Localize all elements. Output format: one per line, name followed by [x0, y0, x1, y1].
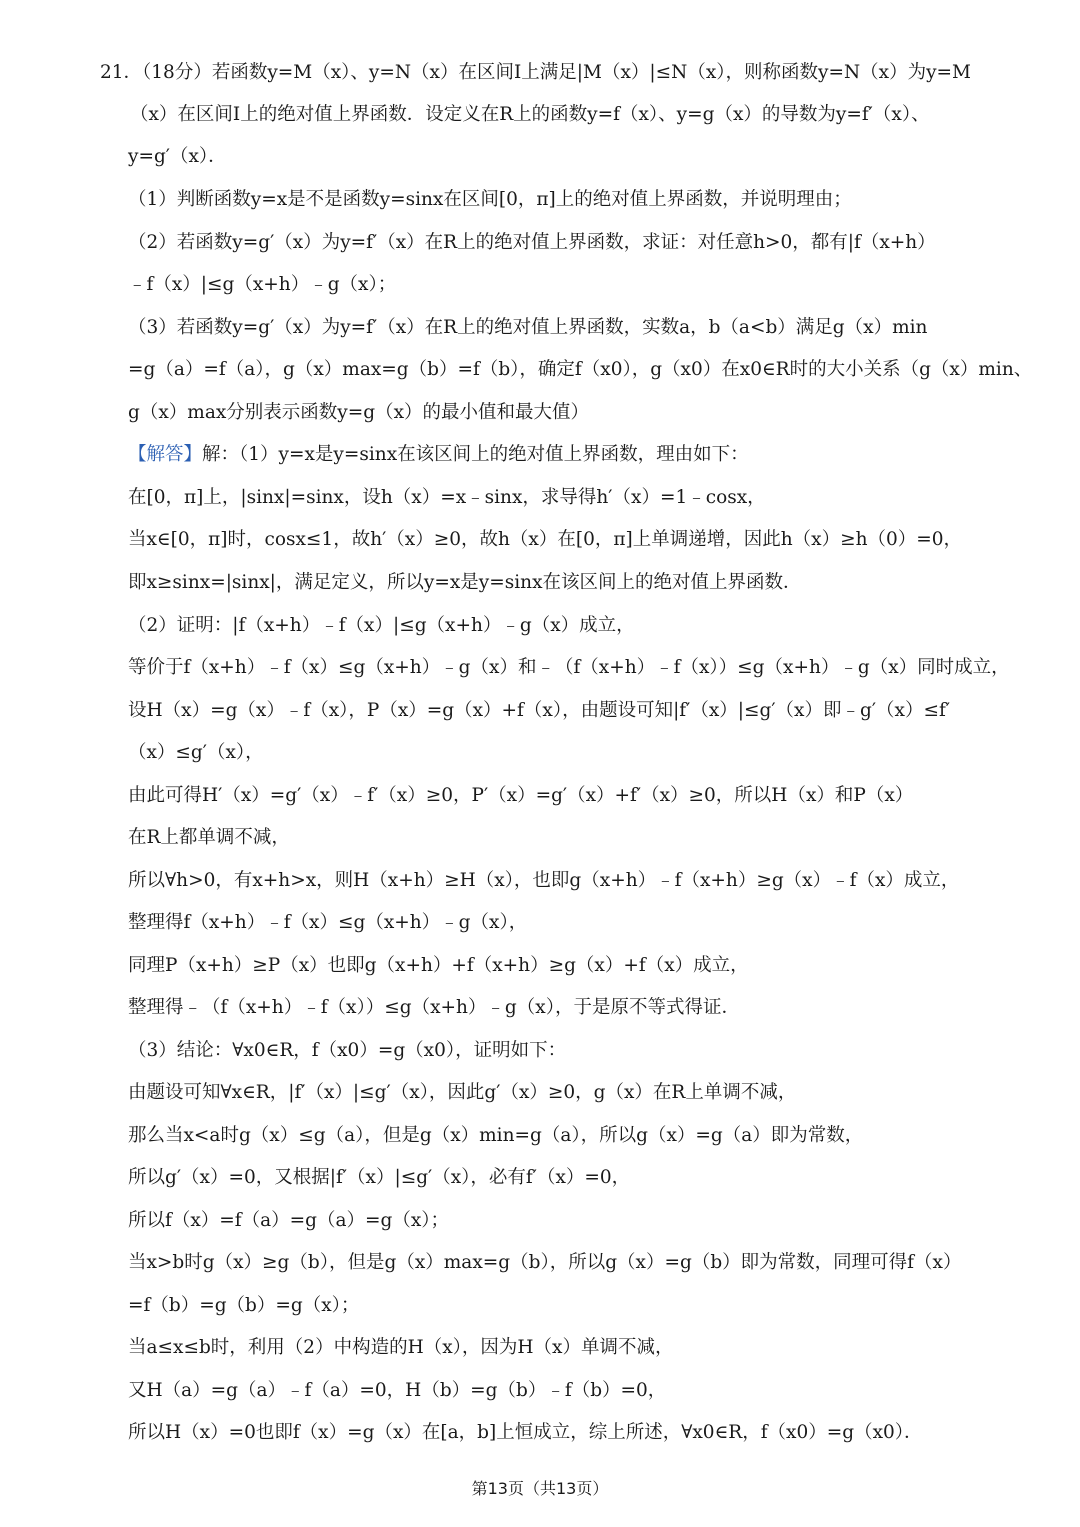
solution-line: 设H（x）=g（x）﹣f（x），P（x）=g（x）+f（x），由题设可知|f′（x）|≤g′（x）即﹣g′（x）≤f′ — [128, 700, 951, 721]
answer-label: 【解答】 — [128, 444, 203, 465]
solution-line: 当x∈[0，π]时，cosx≤1，故h′（x）≥0，故h（x）在[0，π]上单调递增，因此h（x）≥h（0）=0， — [128, 529, 963, 550]
solution-line: 所以∀h>0，有x+h>x，则H（x+h）≥H（x），也即g（x+h）﹣f（x+h）≥g（x）﹣f（x）成立， — [128, 870, 960, 891]
solution-line: 那么当x<a时g（x）≤g（a），但是g（x）min=g（a），所以g（x）=g（a）即为常数， — [128, 1125, 864, 1146]
sub-question-3-cont: g（x）max分别表示函数y=g（x）的最小值和最大值） — [128, 402, 590, 423]
solution-line: （x）≤g′（x）， — [128, 742, 264, 763]
solution-line: 在R上都单调不减， — [128, 827, 290, 848]
solution-line: 在[0，π]上，|sinx|=sinx，设h（x）=x﹣sinx，求导得h′（x）=1﹣cosx， — [128, 487, 766, 508]
sub-question-1: （1）判断函数y=x是不是函数y=sinx在区间[0，π]上的绝对值上界函数，并说明理由； — [128, 189, 852, 210]
sub-question-3-cont: =g（a）=f（a），g（x）max=g（b）=f（b），确定f（x0），g（x0）在x0∈R时的大小关系（g（x）min、 — [128, 359, 1033, 380]
solution-intro-line — [0, 440, 1080, 470]
solution-line: （3）结论：∀x0∈R，f（x0）=g（x0），证明如下： — [128, 1040, 567, 1061]
solution-line: 又H（a）=g（a）﹣f（a）=0，H（b）=g（b）﹣f（b）=0， — [128, 1380, 667, 1401]
sub-question-2: （2）若函数y=g′（x）为y=f′（x）在R上的绝对值上界函数，求证：对任意h>0，都有|f（x+h） — [128, 232, 936, 253]
sub-question-3: （3）若函数y=g′（x）为y=f′（x）在R上的绝对值上界函数，实数a，b（a<b）满足g（x）min — [128, 317, 928, 338]
solution-line: （2）证明：|f（x+h）﹣f（x）|≤g（x+h）﹣g（x）成立， — [128, 615, 635, 636]
solution-line: 所以g′（x）=0，又根据|f′（x）|≤g′（x），必有f′（x）=0， — [128, 1167, 631, 1188]
solution-line: 由题设可知∀x∈R，|f′（x）|≤g′（x），因此g′（x）≥0，g（x）在R上单调不减， — [128, 1082, 797, 1103]
solution-line: 即x≥sinx=|sinx|，满足定义，所以y=x是y=sinx在该区间上的绝对值上界函数． — [128, 572, 802, 593]
page-footer: 第13页（共13页） — [471, 1479, 609, 1498]
problem-statement-line: 21．（18分）若函数y=M（x）、y=N（x）在区间I上满足|M（x）|≤N（x），则称函数y=N（x）为y=M — [100, 62, 971, 83]
solution-line: 整理得﹣（f（x+h）﹣f（x））≤g（x+h）﹣g（x），于是原不等式得证． — [128, 997, 740, 1018]
problem-statement-line: y=g′（x）． — [128, 146, 227, 167]
solution-text: 解：（1）y=x是y=sinx在该区间上的绝对值上界函数，理由如下： — [202, 444, 749, 465]
solution-line: 同理P（x+h）≥P（x）也即g（x+h）+f（x+h）≥g（x）+f（x）成立， — [128, 955, 749, 976]
solution-line: 所以f（x）=f（a）=g（a）=g（x）； — [128, 1210, 450, 1231]
solution-line: =f（b）=g（b）=g（x）； — [128, 1295, 360, 1316]
solution-line: 整理得f（x+h）﹣f（x）≤g（x+h）﹣g（x）， — [128, 912, 528, 933]
sub-question-2-cont: ﹣f（x）|≤g（x+h）﹣g（x）； — [128, 274, 397, 295]
solution-line: 等价于f（x+h）﹣f（x）≤g（x+h）﹣g（x）和﹣（f（x+h）﹣f（x））≤g（x+h）﹣g（x）同时成立， — [128, 657, 1010, 678]
solution-line: 所以H（x）=0也即f（x）=g（x）在[a，b]上恒成立，综上所述，∀x0∈R，f（x0）=g（x0）． — [128, 1422, 923, 1443]
solution-line: 由此可得H′（x）=g′（x）﹣f′（x）≥0，P′（x）=g′（x）+f′（x）≥0，所以H（x）和P（x） — [128, 785, 914, 806]
solution-line: 当x>b时g（x）≥g（b），但是g（x）max=g（b），所以g（x）=g（b）即为常数，同理可得f（x） — [128, 1252, 962, 1273]
solution-line: 当a≤x≤b时，利用（2）中构造的H（x），因为H（x）单调不减， — [128, 1337, 674, 1358]
problem-statement-line: （x）在区间I上的绝对值上界函数．设定义在R上的函数y=f（x）、y=g（x）的导数为y=f′（x）、 — [130, 104, 930, 125]
